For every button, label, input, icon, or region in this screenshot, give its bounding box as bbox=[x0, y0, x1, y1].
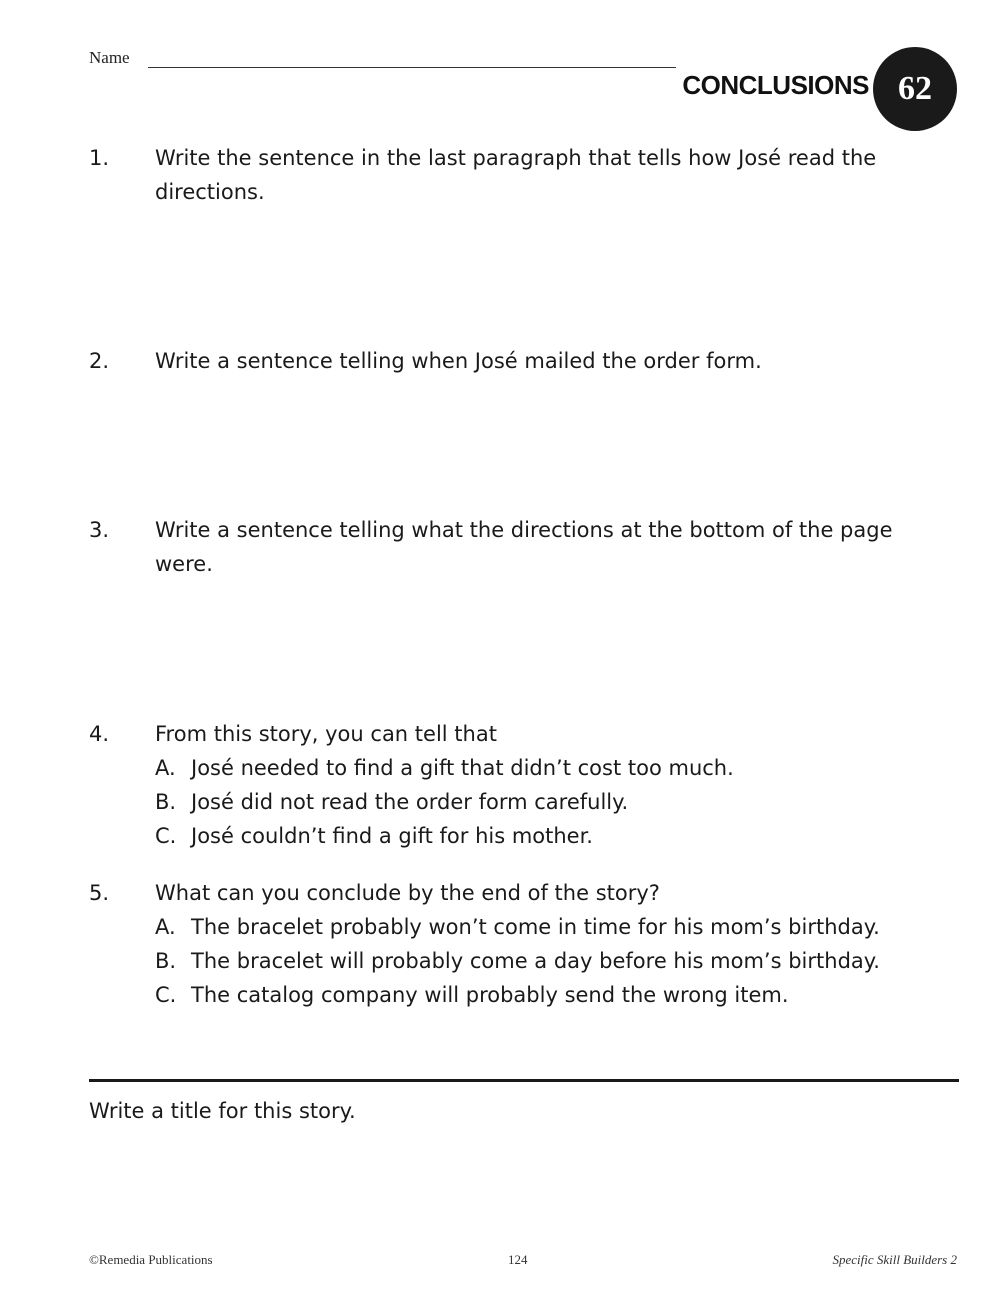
footer-page-number: 124 bbox=[508, 1252, 528, 1267]
question-text: What can you conclude by the end of the story? bbox=[155, 881, 660, 905]
question-5 bbox=[89, 876, 949, 1012]
answer-option-a[interactable] bbox=[155, 751, 949, 785]
answer-option-c[interactable] bbox=[155, 978, 949, 1012]
question-3 bbox=[89, 513, 949, 581]
name-label: Name bbox=[89, 48, 130, 67]
lesson-number: 62 bbox=[898, 70, 932, 107]
question-number: 4. bbox=[89, 722, 110, 746]
option-letter: A. bbox=[155, 756, 176, 780]
question-1 bbox=[89, 141, 949, 209]
question-text: From this story, you can tell that bbox=[155, 722, 497, 746]
option-letter: B. bbox=[155, 790, 177, 814]
question-2 bbox=[89, 344, 949, 378]
name-line[interactable] bbox=[148, 67, 676, 68]
question-number: 3. bbox=[89, 518, 110, 542]
option-letter: B. bbox=[155, 949, 177, 973]
section-title: CONCLUSIONS bbox=[682, 70, 869, 100]
option-text: José did not read the order form carefully. bbox=[191, 790, 629, 814]
lesson-badge bbox=[873, 47, 957, 131]
option-text: The bracelet probably won’t come in time for his mom’s birthday. bbox=[191, 915, 880, 939]
option-text: The bracelet will probably come a day before his mom’s birthday. bbox=[191, 949, 880, 973]
option-letter: C. bbox=[155, 824, 177, 848]
footer-copyright: ©Remedia Publications bbox=[89, 1252, 213, 1267]
answer-option-b[interactable] bbox=[155, 785, 949, 819]
question-number: 5. bbox=[89, 881, 110, 905]
question-text: Write a sentence telling what the directions at the bottom of the page were. bbox=[155, 518, 893, 576]
title-prompt: Write a title for this story. bbox=[89, 1099, 356, 1123]
option-text: José couldn’t find a gift for his mother. bbox=[191, 824, 593, 848]
option-letter: C. bbox=[155, 983, 177, 1007]
footer-book-title: Specific Skill Builders 2 bbox=[832, 1252, 957, 1267]
option-text: The catalog company will probably send the wrong item. bbox=[191, 983, 789, 1007]
question-number: 1. bbox=[89, 146, 110, 170]
section-divider bbox=[89, 1079, 959, 1082]
option-text: José needed to find a gift that didn’t cost too much. bbox=[191, 756, 734, 780]
answer-option-b[interactable] bbox=[155, 944, 949, 978]
answer-option-a[interactable] bbox=[155, 910, 949, 944]
option-letter: A. bbox=[155, 915, 176, 939]
question-text: Write the sentence in the last paragraph that tells how José read the directions. bbox=[155, 146, 877, 204]
question-text: Write a sentence telling when José mailed the order form. bbox=[155, 349, 762, 373]
question-4 bbox=[89, 717, 949, 853]
question-number: 2. bbox=[89, 349, 110, 373]
answer-option-c[interactable] bbox=[155, 819, 949, 853]
